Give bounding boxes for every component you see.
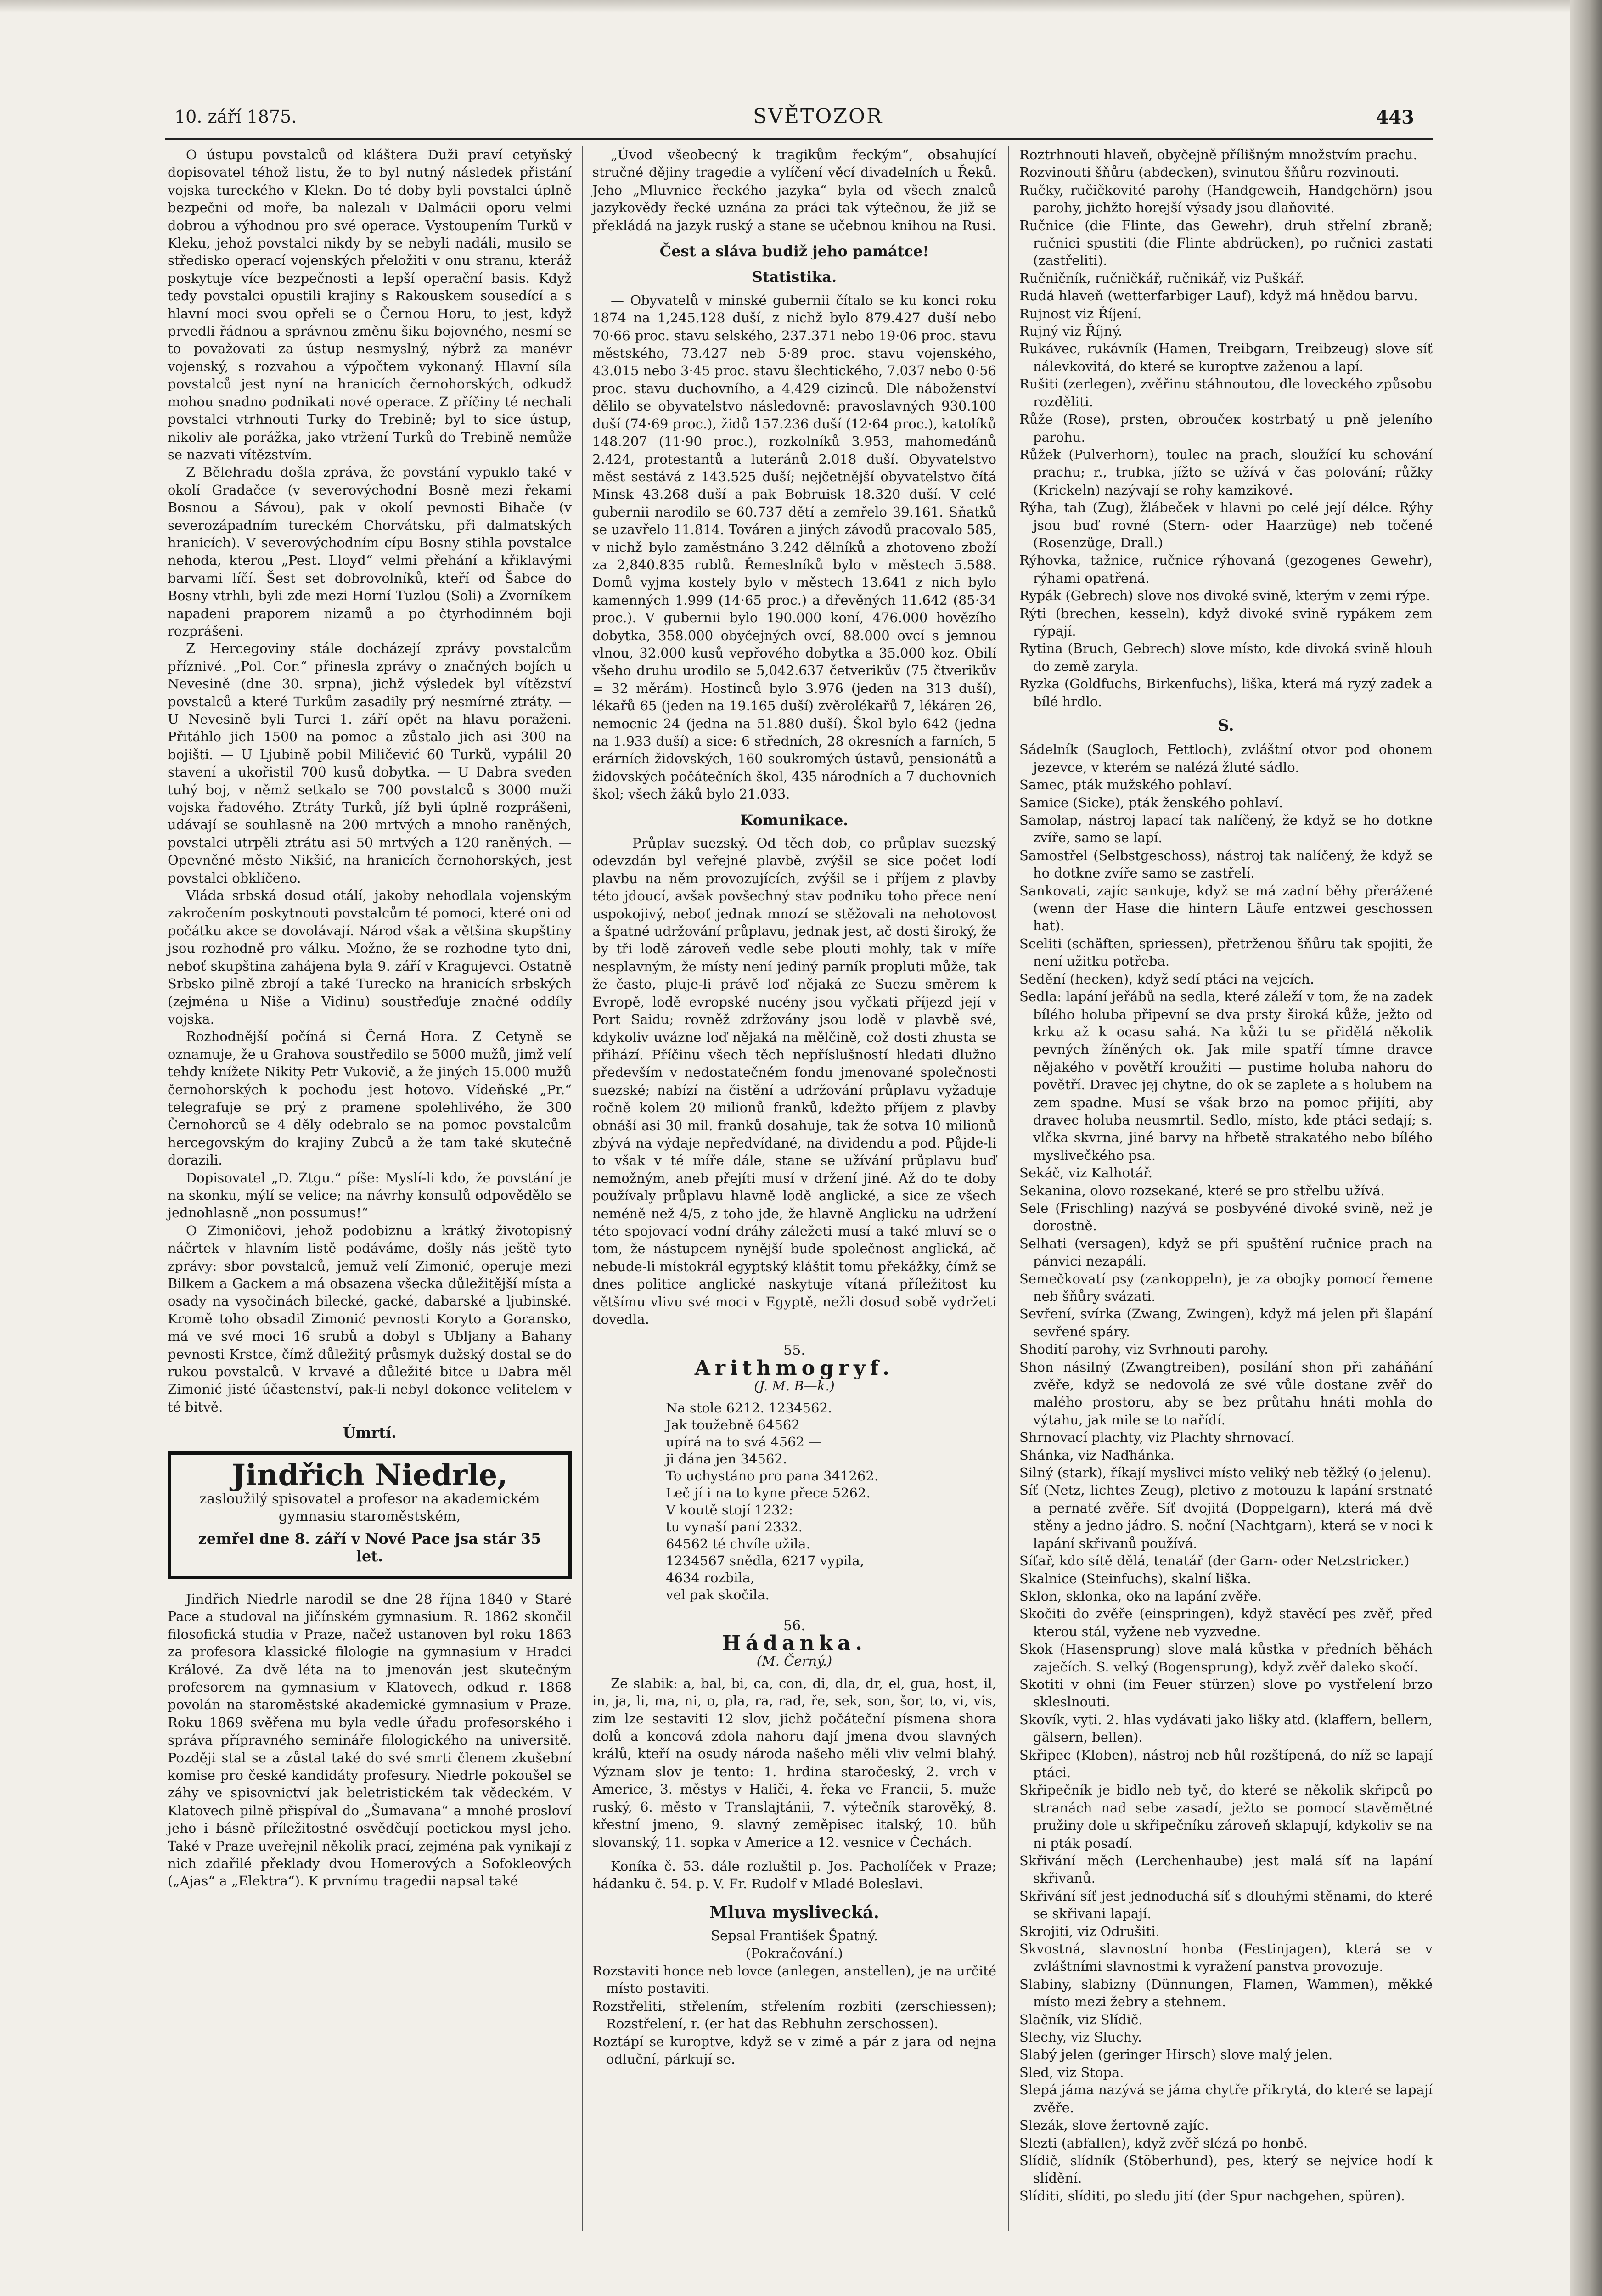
dictionary-entry: Sedění (hecken), když sedí ptáci na vejcích. xyxy=(1019,971,1315,987)
column-3 xyxy=(1019,146,1433,2205)
news-paragraph: Rozhodnější počíná si Černá Hora. Z Cetyně se oznamuje, že u Grahova soustředilo se 5000 mužů, jimž velí tehdy knížete Nikity Petr Vukovič, a že jiných 15.000 mužů černohorských k pochodu jest hotovo. Vídeňské „Pr.“ telegrafuje se prý z pramene spolehlivého, že 300 Černohorců se 4 děly odebralo se na pomoc povstalcům hercegovským do krajiny Zubců a že tam také skutečně dorazili. xyxy=(168,1029,572,1168)
mluva-heading: Mluva myslivecká. xyxy=(709,1902,879,1922)
dictionary-entry: Rudá hlaveň (wetterfarbiger Lauf), když má hnědou barvu. xyxy=(1019,288,1418,304)
obituary-date-line: zemřel dne 8. září v Nové Pace jsa stár 35 let. xyxy=(198,1530,541,1565)
verse-line: ji dána jen 34562. xyxy=(666,1451,787,1467)
dictionary-entry: Slepá jáma nazývá se jáma chytře přikrytá, do které se lapají zvěře. xyxy=(1019,2082,1433,2116)
dictionary-entry: Slechy, viz Sluchy. xyxy=(1019,2029,1142,2045)
dictionary-entry: Ručnice (die Flinte, das Gewehr), druh střelní zbraně; ručnici spustiti (die Flinte abdrücken), po ručnici zastati (zastřeliti). xyxy=(1019,217,1433,269)
header-rule xyxy=(165,138,1433,140)
dictionary-entry: Síť (Netz, lichtes Zeug), pletivo z motouzu k lapání srstnaté a pernaté zvěře. Síť dvojitá (Doppelgarn), která má dvě stěny a jedno jádro. S. noční (Nachtgarn), která se v noci k lapání skřivanů používá. xyxy=(1019,1482,1433,1551)
dictionary-entry: Rujnost viz Říjení. xyxy=(1019,305,1141,321)
dictionary-entry: Růže (Rose), prsten, obroučeк kostrbatý u pně jeleního parohu. xyxy=(1019,411,1433,445)
obituary-box xyxy=(168,1451,572,1579)
dictionary-entry: Skalnice (Steinfuchs), skalní liška. xyxy=(1019,1570,1252,1587)
dictionary-entry: Silný (stark), říkají myslivci místo veliký neb těžký (o jelenu). xyxy=(1019,1465,1432,1481)
dictionary-entry: Sceliti (schäften, spriessen), přetrženou šňůru tak spojiti, že není užitku potřeba. xyxy=(1019,935,1433,969)
dictionary-entry: Skřipečník je bidlo neb tyč, do které se několik skřipců po stranách nad sebe zasadí, ježto se pomocí stavěmětné pružiny dole u skřipečníku zároveň sklapují, kdykoliv se na ni pták posadí. xyxy=(1019,1782,1433,1851)
dictionary-entry: Skvostná, slavnostní honba (Festinjagen), která se v zvláštními slavnostmi k vyražení panstva provozuje. xyxy=(1019,1941,1433,1975)
solvers-note: Koníka č. 53. dále rozluštil p. Jos. Pacholíček v Praze; hádanku č. 54. p. V. Fr. Rudolf v Mladé Boleslavi. xyxy=(592,1858,996,1892)
dictionary-entry: Rukávec, rukávník (Hamen, Treibgarn, Treibzeug) slove síť nálevkovitá, do které se kuroptve zaženou a lapí. xyxy=(1019,341,1433,374)
puzzle-number: 56. xyxy=(783,1617,805,1634)
dictionary-entry: Sele (Frischling) nazývá se posbyvéné divoké svině, než je dorostně. xyxy=(1019,1200,1433,1234)
dictionary-entry: Růžek (Pulverhorn), toulec na prach, sloužící ku schování prachu; r., trubka, jížto se užívá v čas polování; růžky (Krickeln) nazývají se rohy kamzikové. xyxy=(1019,446,1433,498)
dictionary-entry: Skřipec (Kloben), nástroj neb hůl rozštípená, do níž se lapají ptáci. xyxy=(1019,1747,1433,1780)
news-paragraph: Dopisovatel „D. Ztgu.“ píše: Myslí-li kdo, že povstání je na skonku, mýlí se velice; na návrhy konsulů odpovědělo se jednohlasně „non possumus!“ xyxy=(168,1170,572,1221)
dictionary-entry: Skřivání síť jest jednoduchá síť s dlouhými stěnami, do které se skřivani lapají. xyxy=(1019,1888,1433,1922)
obituary-name: Jindřich Niedrle, xyxy=(231,1458,508,1492)
masthead-title: SVĚTOZOR xyxy=(753,105,883,128)
column-divider xyxy=(1008,146,1009,2231)
dictionary-entry: Rušiti (zerlegen), zvěřinu stáhnoutou, dle loveckého způsobu rozděliti. xyxy=(1019,376,1433,410)
statistika-text: — Obyvatelů v minské gubernii čítalo se ku konci roku 1874 na 1,245.128 duší, z nichž bylo 879.427 duší nebo 70·66 proc. stavu selského, 237.371 nebo 19·06 proc. stavu městského, 73.427 neb 5·89 proc. stavu vojenského, 43.015 nebo 3·45 proc. stavu šlechtického, 7.037 nebo 0·56 proc. stavu duchovního, a 4.429 cizinců. Dle náboženství dělilo se obyvatelstvo následovně: pravoslavných 930.100 duší (74·69 proc.), židů 157.236 duší (12·64 proc.), katolíků 148.207 (11·90 proc.), rozkolníků 3.953, mahomedánů 2.424, protestantů a luteránů 2.018 duší. Obyvatelstvo měst sestává z 143.525 duší; nejčetnější obyvatelstvo čítá Minsk 43.268 duší a pak Bobruisk 18.320 duší. V celé gubernii narodilo se 60.737 dětí a zemřelo 39.161. Sňatků se uzavřelo 11.814. Továren a jiných závodů pracovalo 585, v nichž bylo zaměstnáno 3.242 dělníků a zhotoveno zboží za 2,840.835 rublů. Řemeslníků bylo v městech 5.588. Domů vyjma kostely bylo v městech 13.641 z nich bylo kamenných 1.999 (14·65 proc.) a dřevěných 11.642 (85·34 proc.). V gubernii bylo 190.000 koní, 476.000 hovězího dobytka, 358.000 obyčejných ovcí, 88.000 ovcí s jemnou vlnou, 32.000 kusů vepřového dobytka a 35.000 koz. Obilí všeho druhu urodilo se 5,042.637 četverikův (75 čtverikův = 32 měrám). Hostinců bylo 3.976 (jeden na 313 duší), lékařů 65 (jeden na 19.165 duší) zvěrolékařů 7, lékáren 26, nemocnic 24 (jedna na 51.880 duší). Škol bylo 642 (jedna na 1.933 duší) a sice: 6 středních, 28 okresních a farních, 5 erárních židovských, 160 soukromých ústavů, pensionátů a židovských počátečních škol, 435 národních a 7 duchovních škol; všech žáků bylo 21.033. xyxy=(592,292,996,802)
dictionary-entry: Slabiny, slabizny (Dünnungen, Flamen, Wammen), měkké místo mezi žebry a stehnem. xyxy=(1019,1976,1433,2010)
puzzle-author: (M. Černý.) xyxy=(756,1653,832,1669)
verse-line: 1234567 snědla, 6217 vypila, xyxy=(666,1553,865,1569)
news-paragraph: O Zimoničovi, jehož podobiznu a krátký životopisný náčrtek v hlavním listě podáváme, došly nás ještě tyto zprávy: sbor povstalců, jemuž velí Zimonić, operuje mezi Bilkem a Gackem a má obsazena všecka důležitější místa a osady na vysočinách bilecké, gacké, dabarské a ljubinské. Kromě toho obsadil Zimonić pevnosti Koryto a Goransko, má ve své moci 16 srubů a dobyl s Ubljany a Bahany pevnosti Krstce, čímž důležitý průsmyk dužský dostal se do rukou povstalců. V krvavé a důležité bitce u Dabra měl Zimonić jisté účastenství, pak-li nebyl dokonce velitelem v té bitvě. xyxy=(168,1222,572,1415)
arithmogryf-verse xyxy=(592,1400,996,1604)
dictionary-entry: Rytina (Bruch, Gebrech) slove místo, kde divoká svině hlouh do země zaryla. xyxy=(1019,641,1433,674)
statistika-heading: Statistika. xyxy=(752,268,837,286)
dictionary-entry: Slíditi, slíditi, po sledu jití (der Spur nachgehen, spüren). xyxy=(1019,2188,1405,2204)
dictionary-entry: Shrnovací plachty, viz Plachty shrnovací. xyxy=(1019,1429,1295,1446)
running-head xyxy=(174,107,1414,134)
verse-line: Na stole 6212. 1234562. xyxy=(666,1400,832,1416)
obituary-continuation: „Úvod všeobecný k tragikům řeckým“, obsahující stručné dějiny tragedie a vylíčení věcí divadelních u Řeků. Jeho „Mluvnice řeckého jazyka“ byla od všech znalců jazykovědy řecké uznána za práci tak výtečnou, že již se překládá na jazyk ruský a stane se učebnou knihou na Rusi. xyxy=(592,147,996,233)
column-divider xyxy=(582,146,583,2231)
dictionary-entry: Roztápí se kuroptve, když se v zimě a pár z jara od nejna odluční, párkují se. xyxy=(592,2033,996,2067)
dictionary-entry: Rujný viz Říjný. xyxy=(1019,323,1123,339)
news-paragraph: O ústupu povstalců od kláštera Duži praví cetyňský dopisovatel téhož listu, že to byl nutný následek přistání vojska tureckého v Klekn. Do té doby byli povstalci úplně bezpečni od moře, ba nalezali v Dalmácii oporu velmi dobrou a výhodnou pro své operace. Vystoupením Turků v Kleku, jehož povstalci nikdy by se nebyli nadáli, musilo se středisko operací vojenských přeložiti v onu stranu, kteráž poskytuje více bezpečnosti a lepší operační basis. Když tedy povstalci opustili krajiny s Rakouskem sousedící a s hlavní moci svou opřeli se o Černou Horu, to jest, když prvedli řádnou a správnou změnu šiku bojovného, nesmí se to považovati za ústup nesmyslný, nýbrž za manévr vojenský, s rozvahou a výpočtem vykonaný. Hlavní síla povstalců jest nyní na hranicích černohorských, odkudž mohou snadno podnikati nové operace. Z příčiny té nechali povstalci vtrhnouti Turky do Trebině; byl to sice ústup, nikoliv ale porážka, jako vtržení Turků do Trebině nemůže se nazvati vítězstvím. xyxy=(168,147,572,462)
dictionary-entry: Síťař, kdo sítě dělá, tenatář (der Garn- oder Netzstricker.) xyxy=(1019,1553,1410,1569)
dictionary-entry: Skotiti v ohni (im Feuer stürzen) slove po vystřelení brzo skleslnouti. xyxy=(1019,1676,1433,1710)
dictionary-entry: Roztrhnouti hlaveň, obyčejně přílišným množstvím prachu. xyxy=(1019,147,1417,163)
dictionary-entry: Shon násilný (Zwangtreiben), posílání shon při zaháňání zvěře, když se nedovolá ze své vůle dostane zvěř do malého prostoru, aby se bez průtahu hnáti mohla do výtahu, jak mile se to nařídí. xyxy=(1019,1359,1433,1428)
dictionary-entry: Skočiti do zvěře (einspringen), když stavěcí pes zvěř, před kterou stál, vyžene neb vyzvedne. xyxy=(1019,1606,1433,1639)
dictionary-entry: Skrojiti, viz Odrušiti. xyxy=(1019,1923,1160,1939)
obituary-text: Jindřich Niedrle narodil se dne 28 října 1840 v Staré Pace a studoval na jičínském gymnasium. R. 1862 skončil filosofická studia v Praze, načež ustanoven byl roku 1863 za profesora klassické filologie na gymnasium v Hradci Králové. Za dvě léta na to jmenován jest skutečným profesorem na gymnasium v Klatovech, odkud r. 1868 povolán na staroměstské akademické gymnasium v Praze. Roku 1869 svěřena mu byla vedle úřadu profesorského i správa přípravného semináře filologického na universitě. Později stal se a zůstal také do své smrti členem zkušební komise pro české kandidáty profesury. Niedrle pokoušel se záhy ve spisovnictví jak beletristickém tak vědeckém. V Klatovech pilně přispíval do „Šumavana“ a mnohé prosloví jeho i básně příležitostné osvědčují poetickou mysl jeho. Také v Praze uveřejnil několik prací, zejména pak vynikají z nich zdařilé překlady dvou Homerových a Sofokleových („Ajas“ a „Elektra“). K prvnímu tragedii napsal také xyxy=(168,1591,572,1889)
dictionary-entry: Shánka, viz Naďhánka. xyxy=(1019,1447,1175,1463)
dictionary-entry: Selhati (versagen), když se při spuštění ručnice prach na pánvici nezapálí. xyxy=(1019,1235,1433,1269)
dictionary-entry: Samolap, nástroj lapací tak nalíčený, že když se ho dotkne zvíře, samo se lapí. xyxy=(1019,812,1433,846)
dictionary-entry: Slídič, slídník (Stöberhund), pes, který se nejvíce hodí k slídění. xyxy=(1019,2152,1433,2186)
verse-line: To uchystáno pro pana 341262. xyxy=(666,1468,878,1484)
hadanka-text: Ze slabik: a, bal, bi, ca, con, di, dla, dr, el, gua, host, il, in, ja, li, ma, ni, o, pla, ra, rad, ře, sek, son, šor, to, vi, vis, zim lze sestaviti 12 slov, jichž počáteční písmena shora dolů a koncová zdola nahoru dají jmena dvou slavných králů, kteří na osudy národa našeho měli vliv velmi blahý. Význam slov je tento: 1. hrdina staročeský, 2. vrch v Americe, 3. městys v Haliči, 4. řeka ve Francii, 5. muže ruský, 6. město v Translajtánii, 7. výtečník starověký, 8. křestní jmeno, 9. slavný zeměpisec italský, 10. bůh slovanský, 11. sopka v Americe a 12. vesnice v Čechách. xyxy=(592,1675,996,1850)
dictionary-entry: Rypák (Gebrech) slove nos divoké svině, kterým v zemi rýpe. xyxy=(1019,588,1430,604)
mluva-author: Sepsal František Špatný. xyxy=(711,1928,878,1944)
dictionary-entry: Skok (Hasensprung) slove malá kůstka v předních běhách zaječích. S. velký (Bogensprung), když zvěř daleko skočí. xyxy=(1019,1641,1433,1675)
dictionary-entry: Ryzka (Goldfuchs, Birkenfuchs), liška, která má ryzý zadek a bílé hrdlo. xyxy=(1019,676,1433,709)
news-paragraph: Z Bělehradu došla zpráva, že povstání vypuklo také v okolí Gradačce (v severovýchodní Bosně mezi řekami Bosnou a Sávou), pak v okolí pevnosti Bihače (v severozápadním tureckém Chorvátsku, při dalmatských hranicích). V severovýchodním cípu Bosny stihla povstalce nehoda, kterou „Pest. Lloyd“ velmi přehání a křiklavými barvami líčí. Šest set dobrovolníků, kteří od Šabce do Bosny vtrhli, byli zde mezi Horní Tuzlou (Soli) a Zvorníkem napadeni praporem nizamů a po čtyrhodinném boji rozprášeni. xyxy=(168,464,572,639)
verse-line: upírá na to svá 4562 — xyxy=(666,1434,822,1450)
verse-line: Leč jí i na to kyne přece 5262. xyxy=(666,1485,871,1501)
verse-line: 4634 rozbila, xyxy=(666,1570,755,1586)
dictionary-entry: Skřivání měch (Lerchenhaube) jest malá síť na lapání skřivanů. xyxy=(1019,1853,1433,1886)
dictionary-entry: Samec, pták mužského pohlaví. xyxy=(1019,777,1232,793)
dictionary-entry: Skovík, vyti. 2. hlas vydávati jako lišky atd. (klaffern, bellern, gälsern, bellen). xyxy=(1019,1711,1433,1745)
honor-line: Čest a sláva budiž jeho památce! xyxy=(659,242,929,260)
dictionary-entry: Rozstaviti honce neb lovce (anlegen, anstellen), je na určité místo postaviti. xyxy=(592,1963,996,1997)
dictionary-entry: Sled, viz Stopa. xyxy=(1019,2064,1124,2080)
news-paragraph: Z Hercegoviny stále docházejí zprávy povstalcům příznivé. „Pol. Cor.“ přinesla zprávy o značných bojích u Nevesině (dne 30. srpna), jichž výsledek byl vítězství povstalců a které Turkům zasadily prý nesmírné ztráty. — U Nevesině byli Turci 1. září opět na hlavu poraženi. Přitáhlo jich 1500 na pomoc a zůstalo jich asi 300 na bojišti. — U Ljubině pobil Miličević 60 Turků, vypálil 20 stavení a ukořistil 700 kusů dobytka. — U Dabra sveden tuhý boj, v němž setkalo se 700 povstalců s 3000 muži vojska řadového. Ztráty Turků, jíž byli úplně rozprášeni, udávají se souhlasně na 200 mrtvých a mnoho raněných, povstalci utrpěli ztrátu asi 50 mrtvých a 120 raněných. — Opevněné město Nikšić, na hranicích černohorských, jest povstalci obklíčeno. xyxy=(168,641,572,886)
dictionary-entry: Samice (Sicke), pták ženského pohlaví. xyxy=(1019,794,1283,810)
news-paragraph: Vláda srbská dosud otálí, jakoby nehodlala vojenským zakročením poskytnouti povstalcům té pomoci, které oni od počátku akce se dovolávají. Národ však a většina skupštiny jsou rozhodně pro válku. Možno, že se rozhodne tyto dni, neboť skupština zahájena byla 9. září v Kragujevci. Ostatně Srbsko pilně zbrojí a také Turecko na hranicích srbských (zejména u Niše a Vidinu) soustřeďuje značné oddíly vojska. xyxy=(168,888,572,1027)
section-letter: S. xyxy=(1218,716,1234,735)
dictionary-entry: Sádelník (Saugloch, Fettloch), zvláštní otvor pod ohonem jezevce, v kterém se nalézá žluté sádlo. xyxy=(1019,742,1433,775)
dictionary-entry: Rýha, tah (Zug), žlábeček v hlavni po celé její délce. Rýhy jsou buď rovné (Stern- oder Haarzüge) neb točené (Rosenzüge, Drall.) xyxy=(1019,500,1433,551)
dictionary-entry: Sevření, svírka (Zwang, Zwingen), když má jelen při šlapání sevřené spáry. xyxy=(1019,1306,1433,1339)
column-2 xyxy=(592,146,996,2068)
dictionary-entry: Sekanina, olovo rozsekané, které se pro střelbu užívá. xyxy=(1019,1182,1385,1199)
dictionary-entry: Ručničník, ručničkář, ručnikář, viz Puškář. xyxy=(1019,270,1304,286)
dictionary-entry: Slezti (abfallen), když zvěř slézá po honbě. xyxy=(1019,2135,1308,2151)
komunikace-text: — Průplav suezský. Od těch dob, co průplav suezský odevzdán byl veřejné plavbě, zvýšil se sice počet lodí plavbu na něm provozujících, zvýšil se i příjem z plavby této jdoucí, avšak povšechný stav podniku toho přece není uspokojivý, neboť jednak mnozí se stěžovali na nehotovost a špatné udržování průplavu, jednak jest, ač dosti široký, že by tři lodě zároveň vedle sebe plouti mohly, tak v míře nesplavným, že místy není jediný parník propluti může, tak že často, pluje-li právě loď nějaká ze Suezu směrem k Evropě, lodě evropské nucény jsou vyčkati příjezd její v Port Saidu; rovněž zdržovány jsou lodě v plavbě své, kdykoliv uvázne loď nějaká na mělčině, což dosti zhusta se přihází. Příčinu všech těch nepříslušností hledati dlužno především v nedostatečném fondu jmenované společnosti suezské; nabízí na čistění a udržování průplavu vyžaduje ročně kolem 20 milionů franků, kdežto příjem z plavby obnáší asi 30 mil. franků dosahuje, tak že sotva 10 milionů zbývá na výdaje nepředvídané, na dividendu a pod. Půjde-li to však v té míře dále, stane se užívání průplavu buď nemožným, aneb přejíti musí v držení jiné. Až do te doby používaly průplavu hlavně lodě anglické, a sice ze všech neméně než 4/5, z toho jde, že hlavně Anglicku na udržení této spojovací vodní dráhy záležeti musí a také mluví se o tom, že nástupcem nynější bude společnost anglická, ač nebude-li místokrál egyptský kláštit tomu překážky, čímž se dnes politice anglické naskytuje vítaná příležitost ku většímu vlivu své moci v Egyptě, nežli dosud sobě vydržeti dovedla. xyxy=(592,835,996,1327)
dictionary-s-entries xyxy=(1019,741,1433,2205)
issue-date: 10. září 1875. xyxy=(174,107,297,127)
puzzle-number: 55. xyxy=(783,1342,805,1359)
dictionary-entry: Sankovati, zajíc sankuje, když se má zadní běhy přerážené (wenn der Hase die hintern Läufe entzwei geschossen hat). xyxy=(1019,883,1433,934)
verse-line: vel pak skočila. xyxy=(666,1587,770,1603)
column-1 xyxy=(168,146,572,1890)
dictionary-entry: Ručky, ručičkovité parohy (Handgeweih, Handgehörn) jsou parohy, jichžto horejší výsady jsou dlaňovité. xyxy=(1019,182,1433,216)
dictionary-entry: Rozstřeliti, střelením, střelením rozbiti (zerschiessen); Rozstřelení, r. (er hat das Rebhuhn zerschossen). xyxy=(592,1998,996,2032)
dictionary-entry: Rýhovka, tažnice, ručnice rýhovaná (gezogenes Gewehr), rýhami opatřená. xyxy=(1019,552,1433,586)
obituary-subtitle: zasloužilý spisovatel a profesor na akademickém gymnasiu staroměstském, xyxy=(199,1491,540,1525)
dictionary-entry: Shodití parohy, viz Svrhnouti parohy. xyxy=(1019,1341,1269,1357)
page-binding-edge xyxy=(1570,0,1602,2296)
puzzle-title: Arithmogryf. xyxy=(694,1356,894,1380)
dictionary-entry: Slezák, slove žertovně zajíc. xyxy=(1019,2117,1209,2133)
dictionary-entry: Semečkovatí psy (zankoppeln), je za obojky pomocí řemene neb šňůry svázati. xyxy=(1019,1271,1433,1304)
verse-line: Jak toužebně 64562 xyxy=(666,1417,800,1433)
dictionary-entry: Slačník, viz Slídič. xyxy=(1019,2011,1143,2027)
dictionary-entry: Sekáč, viz Kalhotář. xyxy=(1019,1165,1152,1181)
puzzle-author: (J. M. B—k.) xyxy=(754,1378,835,1394)
dictionary-entry: Slabý jelen (geringer Hirsch) slove malý jelen. xyxy=(1019,2047,1333,2063)
dictionary-r-entries xyxy=(1019,146,1433,710)
dictionary-entry: Sedla: lapání jeřábů na sedla, které záleží v tom, že na zadek bílého holuba připevní se dva prsty široká kůže, ježto od krku až k ocasu sahá. Na kůži tu se přidělá několik pevných žíněných ok. Jak mile spatří tímne dravce nějakého v povětří kroužiti — pustime holuba nahoru do povětří. Dravec jej chytne, do ok se zaplete a s holubem na zem spadne. Musí se však brzo na pomoc přijíti, aby dravec holuba neusmrtil. Sedlo, místo, kde ptáci sedají; s. vlčka skvrna, jiné barvy na hřbetě strakatého nebo bílého myslivečkého psa. xyxy=(1019,989,1433,1163)
komunikace-heading: Komunikace. xyxy=(740,811,849,829)
verse-line: V koutě stojí 1232: xyxy=(666,1502,793,1518)
dictionary-entry: Rozvinouti šňůru (abdecken), svinutou šňůru rozvinouti. xyxy=(1019,164,1400,180)
dictionary-entry: Samostřel (Selbstgeschoss), nástroj tak nalíčený, že když se ho dotkne zvíře samo se zastřelí. xyxy=(1019,847,1433,881)
obituary-heading: Úmrtí. xyxy=(343,1424,397,1442)
dictionary-entry: Sklon, sklonka, oko na lapání zvěře. xyxy=(1019,1588,1262,1604)
page-top-shadow xyxy=(0,0,1602,13)
verse-line: tu vynaší paní 2332. xyxy=(666,1519,803,1535)
mluva-continuation: (Pokračování.) xyxy=(746,1945,843,1961)
page-number: 443 xyxy=(1376,107,1414,128)
verse-line: 64562 té chvíle užila. xyxy=(666,1536,810,1552)
puzzle-title: Hádanka. xyxy=(722,1632,867,1655)
dictionary-entry: Rýti (brechen, kesseln), když divoké svině rypákem zem rýpají. xyxy=(1019,605,1433,639)
